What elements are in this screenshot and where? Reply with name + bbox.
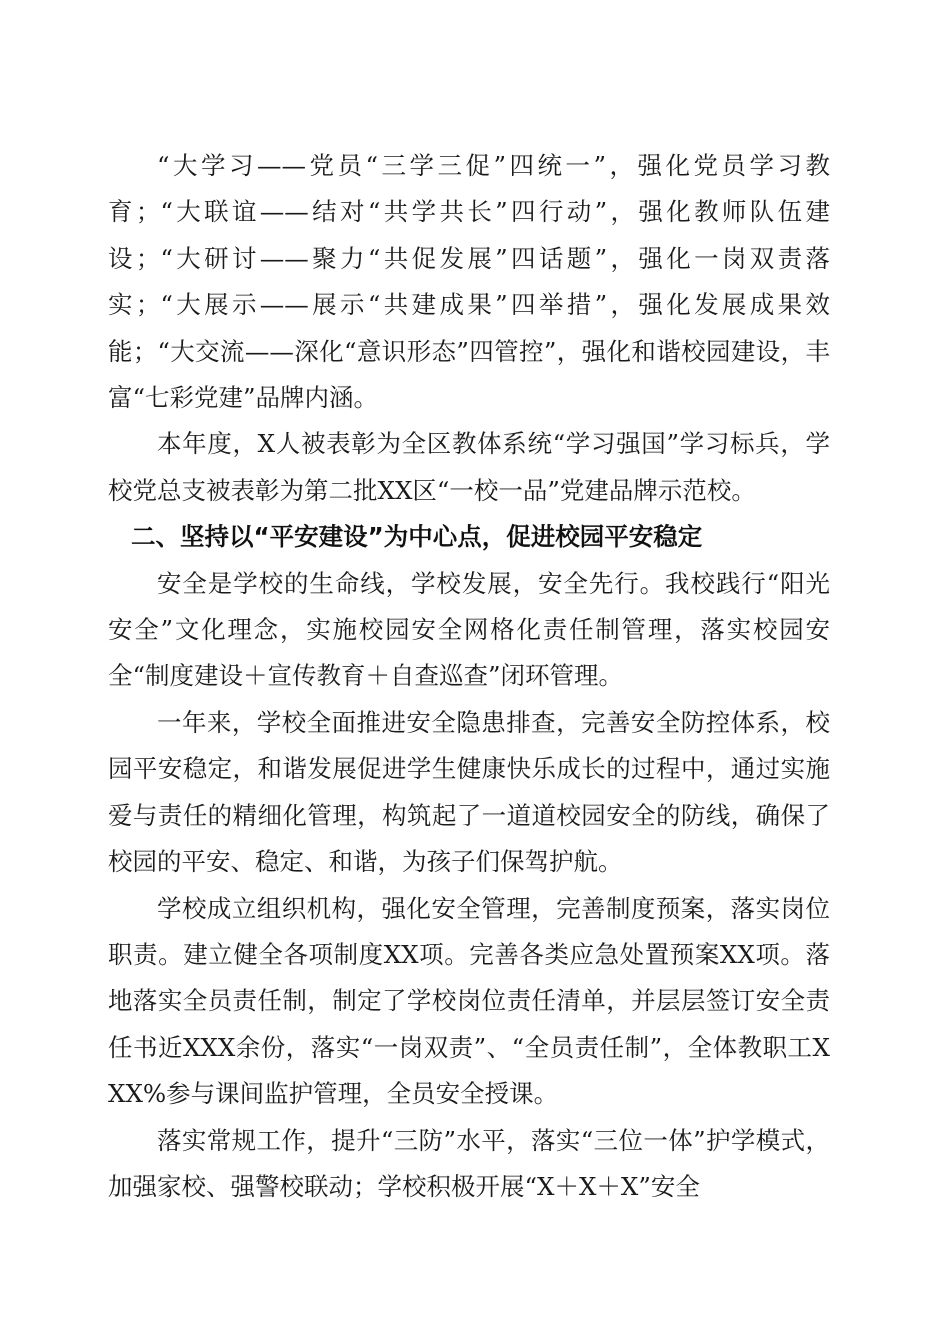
- paragraph-safety-organization: 学校成立组织机构，强化安全管理，完善制度预案，落实岗位职责。建立健全各项制度XX项。完善各类应急处置预案XX项。落地落实全员责任制，制定了学校岗位责任清单，并层层签订安全责任书近XXX余份，落实“一岗双责”、“全员责任制”，全体教职工XXX%参与课间监护管理，全员安全授课。: [108, 893, 830, 1109]
- paragraph-safety-philosophy: 安全是学校的生命线，学校发展，安全先行。我校践行“阳光安全”文化理念，实施校园安全网格化责任制管理，落实校园安全“制度建设＋宣传教育＋自查巡查”闭环管理。: [108, 568, 830, 691]
- paragraph-routine-work: 落实常规工作，提升“三防”水平，落实“三位一体”护学模式，加强家校、强警校联动；学校积极开展“X＋X＋X”安全: [108, 1125, 830, 1201]
- paragraph-safety-year-review: 一年来，学校全面推进安全隐患排查，完善安全防控体系，校园平安稳定，和谐发展促进学生健康快乐成长的过程中，通过实施爱与责任的精细化管理，构筑起了一道道校园安全的防线，确保了校园的平安、稳定、和谐，为孩子们保驾护航。: [108, 707, 830, 877]
- paragraph-party-study-activities: “大学习——党员“三学三促”四统一”，强化党员学习教育；“大联谊——结对“共学共长”四行动”，强化教师队伍建设；“大研讨——聚力“共促发展”四话题”，强化一岗双责落实；“大展示——展示“共建成果”四举措”，强化发展成果效能；“大交流——深化“意识形态”四管控”，强化和谐校园建设，丰富“七彩党建”品牌内涵。: [108, 151, 830, 413]
- paragraph-annual-honors: 本年度，X人被表彰为全区教体系统“学习强国”学习标兵，学校党总支被表彰为第二批XX区“一校一品”党建品牌示范校。: [108, 429, 830, 505]
- document-body: [108, 143, 830, 1210]
- section-heading-safety: 二、坚持以“平安建设”为中心点，促进校园平安稳定: [131, 522, 703, 552]
